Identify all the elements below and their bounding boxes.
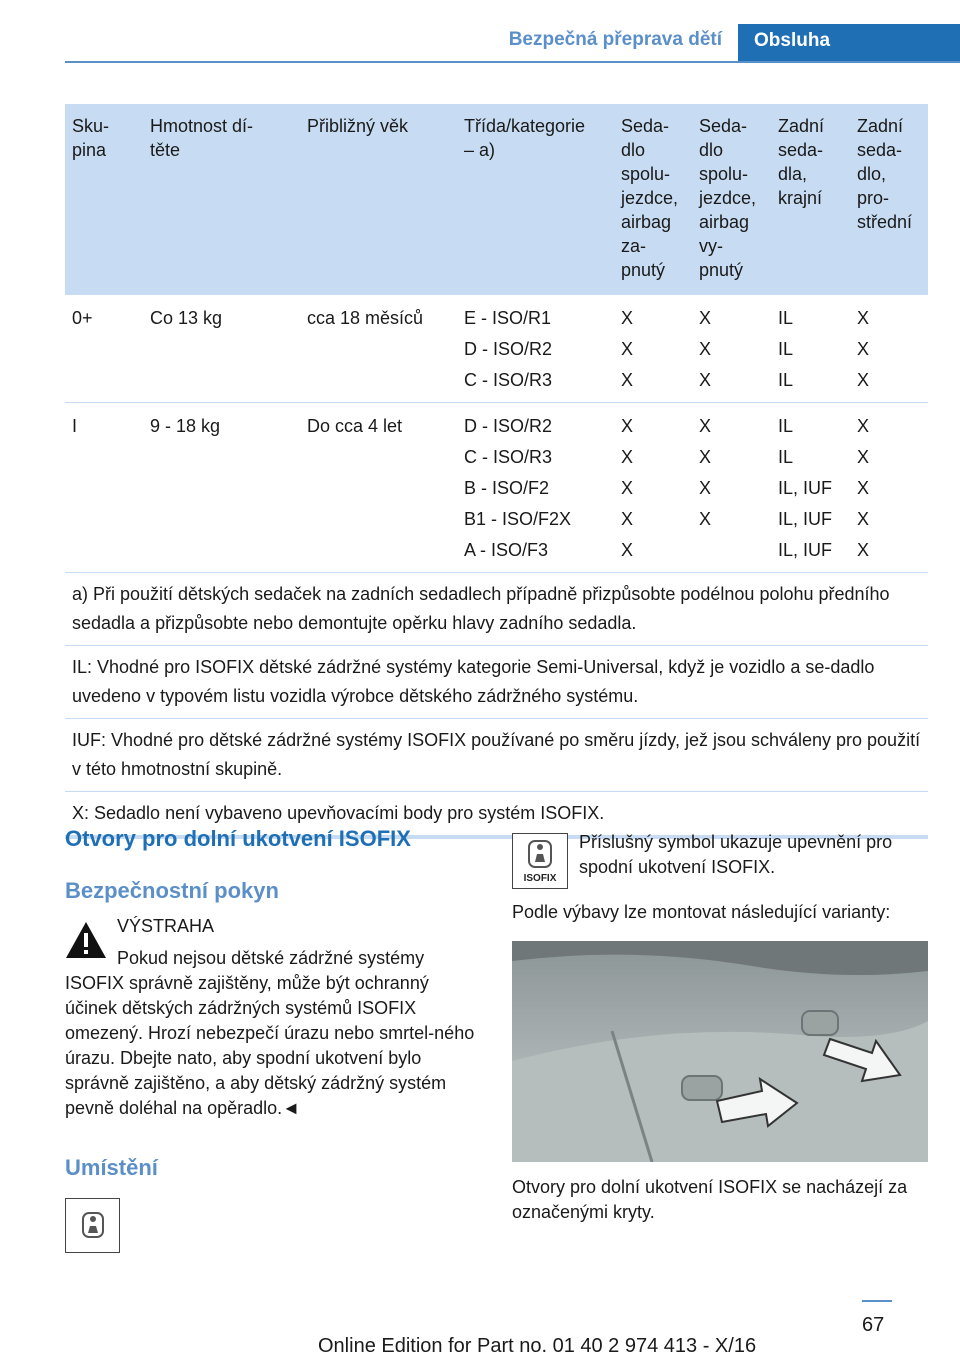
cell-airbag-on: X X X — [614, 295, 692, 403]
variants-text: Podle výbavy lze montovat následující varianty: — [512, 902, 891, 922]
chapter-tab: Obsluha — [738, 24, 960, 62]
cell-airbag-on: X X X X X — [614, 403, 692, 573]
table-row — [65, 403, 928, 573]
cell-airbag-off: X X X — [692, 295, 771, 403]
col-header-rear-outer: Zadní seda- dla, krajní — [771, 104, 850, 295]
cell-classes: D - ISO/R2 C - ISO/R3 B - ISO/F2 B1 - ISO/F2X A - ISO/F3 — [457, 403, 614, 573]
cell-rear-middle: X X X X X — [850, 403, 928, 573]
page-number: 67 — [862, 1314, 885, 1336]
section-heading: Otvory pro dolní ukotvení ISOFIX — [65, 826, 411, 851]
cell-age: Do cca 4 let — [300, 403, 457, 573]
col-header-age: Přibližný věk — [300, 104, 457, 295]
warning-body: Pokud nejsou dětské zádržné systémy ISOFIX správně zajištěny, může být ochranný účinek dětských zádržných systémů ISOFIX omezený. Hrozí nebezpečí úrazu nebo smrtel‑ného úrazu. Dbejte nato, aby spodní ukotvení bylo správně zajištěno, a aby dětský zádržný systém pevně doléhal na opěradlo.◄ — [65, 948, 475, 1118]
cell-age: cca 18 měsíců — [300, 295, 457, 403]
cell-weight: 9 - 18 kg — [143, 403, 300, 573]
note-il: IL: Vhodné pro ISOFIX dětské zádržné systémy kategorie Semi‑Universal, když je vozidlo a se‑dadlo uvedeno v typovém listu vozidla výrobce dětského zádržného systému. — [65, 646, 928, 719]
table-row — [65, 295, 928, 403]
cell-weight: Co 13 kg — [143, 295, 300, 403]
cell-group: 0+ — [65, 295, 143, 403]
table-note — [65, 573, 928, 646]
isofix-symbol-icon — [512, 833, 568, 889]
table-header-row — [65, 104, 928, 295]
table-note — [65, 646, 928, 719]
child-seat-icon — [65, 1198, 120, 1253]
cell-rear-outer: IL IL IL, IUF IL, IUF IL, IUF — [771, 403, 850, 573]
col-header-airbag-off: Seda- dlo spolu- jezdce, airbag vy- pnutý — [692, 104, 771, 295]
isofix-symbol-label: ISOFIX — [523, 873, 557, 884]
safety-subheading: Bezpečnostní pokyn — [65, 878, 279, 903]
cell-airbag-off: X X X X — [692, 403, 771, 573]
cell-group: I — [65, 403, 143, 573]
seat-anchor-photo — [512, 941, 928, 1162]
warning-title: VÝSTRAHA — [117, 916, 215, 936]
isofix-table — [65, 104, 928, 839]
symbol-description: Příslušný symbol ukazuje upevnění pro spodní ukotvení ISOFIX. — [579, 832, 893, 877]
cell-rear-outer: IL IL IL — [771, 295, 850, 403]
col-header-airbag-on: Seda- dlo spolu- jezdce, airbag za- pnutý — [614, 104, 692, 295]
note-iuf: IUF: Vhodné pro dětské zádržné systémy ISOFIX používané po směru jízdy, jež jsou schváleny pro použití v této hmotnostní skupině. — [65, 719, 928, 792]
col-header-group: Sku- pina — [65, 104, 143, 295]
edition-footer: Online Edition for Part no. 01 40 2 974 413 - X/16 — [318, 1335, 757, 1357]
cell-rear-middle: X X X — [850, 295, 928, 403]
col-header-weight: Hmotnost dí- těte — [143, 104, 300, 295]
cell-classes: E - ISO/R1 D - ISO/R2 C - ISO/R3 — [457, 295, 614, 403]
photo-caption: Otvory pro dolní ukotvení ISOFIX se nacházejí za označenými kryty. — [512, 1177, 908, 1222]
table-note — [65, 719, 928, 792]
col-header-class: Třída/kategorie – a) — [457, 104, 614, 295]
note-footnote-a: a) Při použití dětských sedaček na zadních sedadlech případně přizpůsobte podélnou polohu předního sedadla a přizpůsobte nebo demontujte opěrku hlavy zadního sedadla. — [65, 573, 928, 646]
col-header-rear-middle: Zadní seda- dlo, pro- střední — [850, 104, 928, 295]
header-rule — [65, 61, 960, 63]
section-title: Bezpečná přeprava dětí — [508, 29, 722, 50]
page-number-rule — [862, 1300, 892, 1302]
note-x: X: Sedadlo není vybaveno upevňovacími body pro systém ISOFIX. — [65, 792, 928, 838]
placement-heading: Umístění — [65, 1155, 158, 1180]
